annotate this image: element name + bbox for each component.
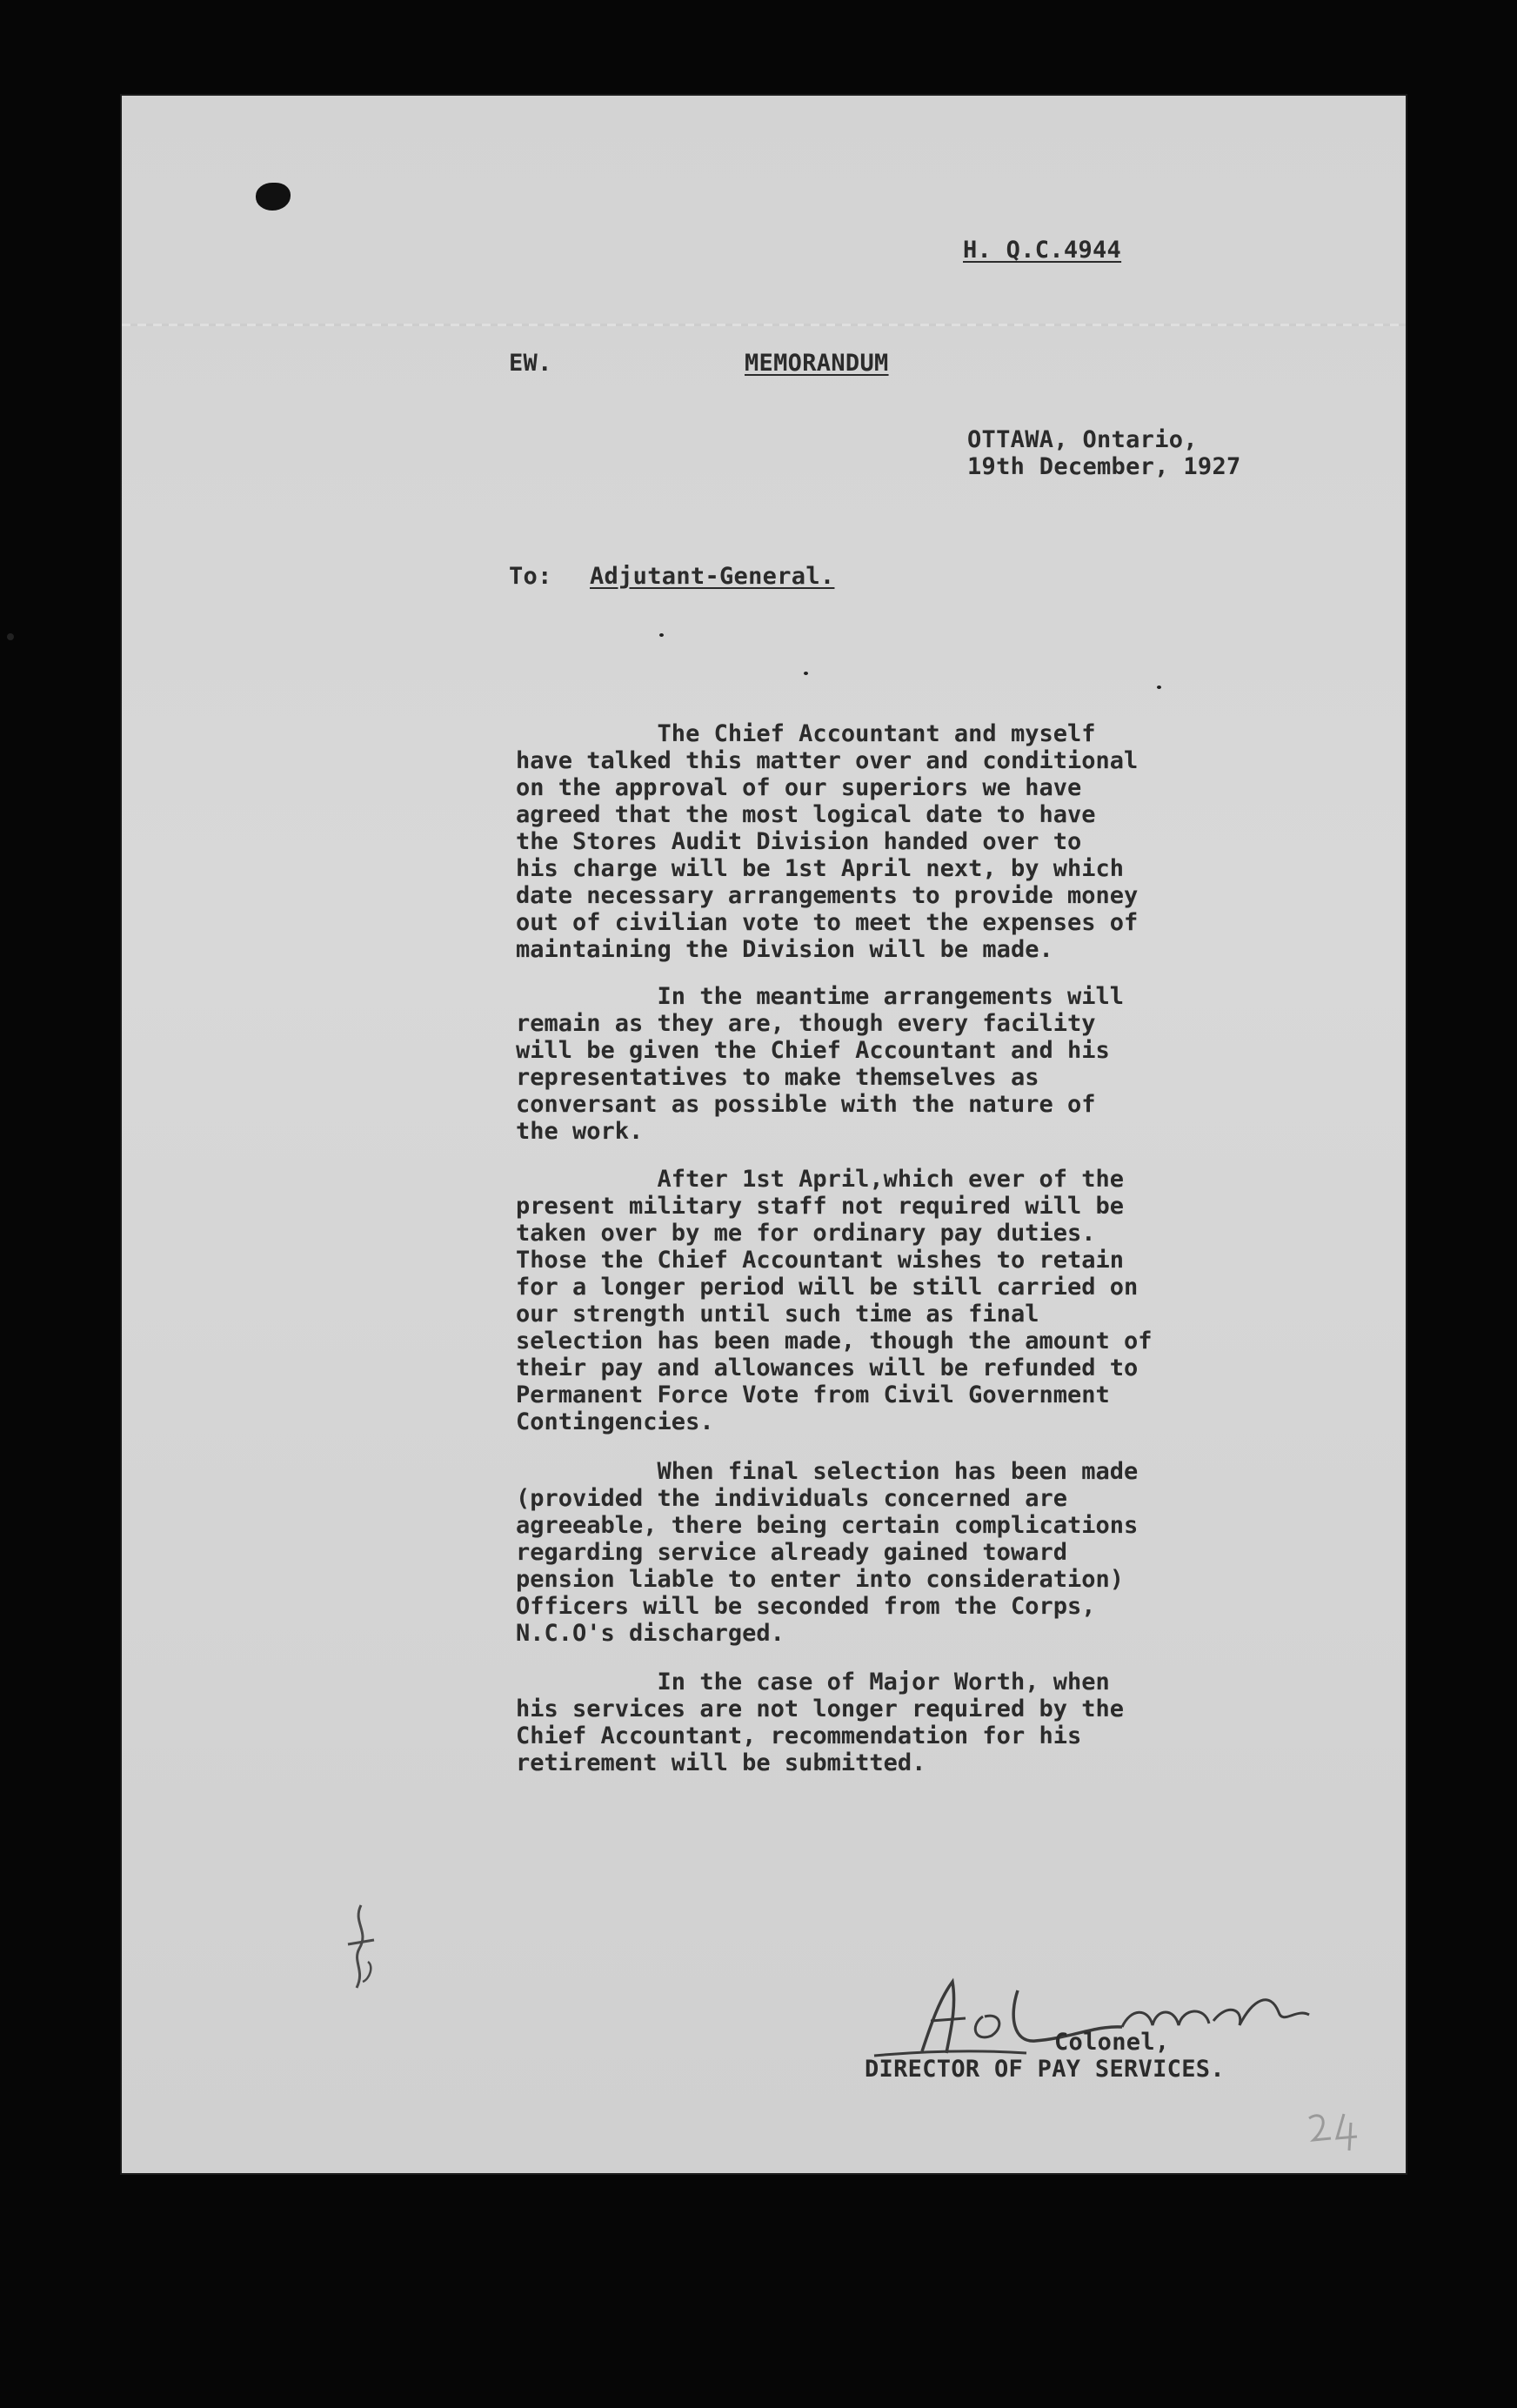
signatory-title: DIRECTOR OF PAY SERVICES. [865, 2056, 1225, 2083]
text-line: out of civilian vote to meet the expenses of [516, 909, 1139, 936]
date-line: 19th December, 1927 [967, 453, 1241, 480]
text-line: In the meantime arrangements will [516, 983, 1124, 1010]
text-line: his services are not longer required by the [516, 1696, 1124, 1722]
text-line: agreed that the most logical date to have [516, 801, 1096, 828]
text-line: agreeable, there being certain complications [516, 1512, 1139, 1539]
text-line: date necessary arrangements to provide money [516, 882, 1139, 909]
text-line: After 1st April,which ever of the [516, 1166, 1124, 1193]
text-line: retirement will be submitted. [516, 1749, 926, 1776]
paragraph-5 [516, 1669, 1351, 1776]
file-reference: H. Q.C.4944 [963, 237, 1122, 264]
text-line: When final selection has been made [516, 1458, 1139, 1485]
text-line: for a longer period will be still carried on [516, 1274, 1139, 1301]
text-line: Permanent Force Vote from Civil Government [516, 1381, 1110, 1408]
signatory-rank: Colonel, [1054, 2029, 1170, 2056]
text-line: the Stores Audit Division handed over to [516, 828, 1082, 855]
text-line: N.C.O's discharged. [516, 1620, 785, 1647]
text-line: remain as they are, though every facility [516, 1010, 1096, 1037]
text-line: on the approval of our superiors we have [516, 774, 1082, 801]
text-line: our strength until such time as final [516, 1301, 1039, 1328]
text-line: the work. [516, 1118, 644, 1145]
margin-initials-mark [335, 1896, 387, 2001]
text-line: pension liable to enter into consideration) [516, 1566, 1124, 1593]
text-line: (provided the individuals concerned are [516, 1485, 1067, 1512]
memorandum-page [122, 96, 1406, 2173]
stray-dot [659, 633, 664, 637]
text-line: taken over by me for ordinary pay duties. [516, 1220, 1096, 1247]
folio-number-mark [1300, 2105, 1370, 2157]
addressee: Adjutant-General. [590, 563, 835, 590]
memo-heading: MEMORANDUM [745, 350, 889, 377]
stray-dot [1157, 686, 1161, 689]
text-line: Chief Accountant, recommendation for his [516, 1722, 1082, 1749]
text-line: their pay and allowances will be refunded to [516, 1354, 1139, 1381]
edge-speck [7, 633, 14, 640]
text-line: will be given the Chief Accountant and his [516, 1037, 1110, 1064]
paragraph-1 [516, 720, 1351, 963]
text-line: selection has been made, though the amount of [516, 1328, 1153, 1354]
addressee-label: To: [509, 563, 552, 590]
text-line: maintaining the Division will be made. [516, 936, 1053, 963]
place-line: OTTAWA, Ontario, [967, 426, 1198, 453]
text-line: present military staff not required will be [516, 1193, 1124, 1220]
text-line: Officers will be seconded from the Corps, [516, 1593, 1096, 1620]
text-line: The Chief Accountant and myself [516, 720, 1096, 747]
text-line: Those the Chief Accountant wishes to retain [516, 1247, 1124, 1274]
initials: EW. [509, 350, 552, 377]
paragraph-4 [516, 1458, 1351, 1647]
stray-dot [804, 672, 808, 675]
fold-line [122, 324, 1406, 326]
paragraph-2 [516, 983, 1351, 1145]
text-line: regarding service already gained toward [516, 1539, 1067, 1566]
text-line: have talked this matter over and conditional [516, 747, 1139, 774]
text-line: representatives to make themselves as [516, 1064, 1039, 1091]
text-line: conversant as possible with the nature of [516, 1091, 1096, 1118]
text-line: In the case of Major Worth, when [516, 1669, 1110, 1696]
paragraph-3 [516, 1166, 1351, 1435]
text-line: his charge will be 1st April next, by which [516, 855, 1124, 882]
punch-hole-mark [256, 183, 291, 211]
text-line: Contingencies. [516, 1408, 714, 1435]
